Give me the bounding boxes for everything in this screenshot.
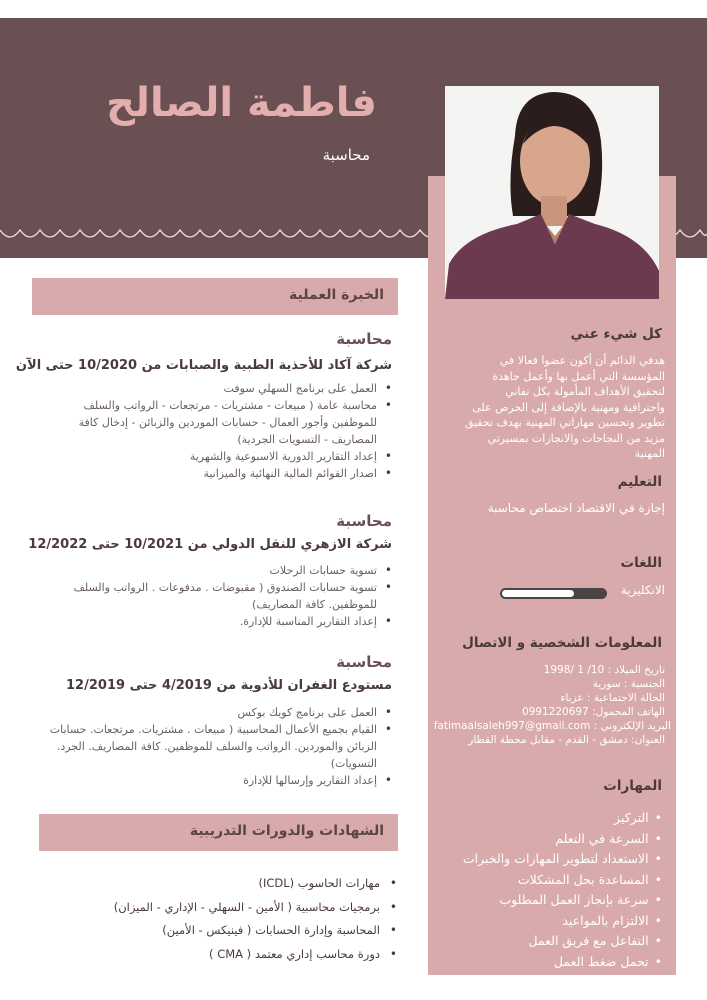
marital-status: الحالة الاجتماعية : عزباء xyxy=(560,692,665,704)
job-2-title: محاسبة xyxy=(336,512,392,530)
skill-item: • السرعة في التعلم xyxy=(463,829,662,850)
job-2-duties xyxy=(37,562,392,630)
language-english: الانكليزية xyxy=(620,583,665,597)
language-level-fill xyxy=(502,590,574,597)
job-title: محاسبة xyxy=(322,146,370,164)
email-address: البريد الإلكتروني : fatimaalsaleh997@gmail.com xyxy=(433,720,671,732)
skill-item: • سرعة بإنجاز العمل المطلوب xyxy=(463,890,662,911)
duty-item: • تسوية حسابات الصندوق ( مقبوضات . مدفوعات . الرواتب والسلف للموظفين. كافة المصاريف) xyxy=(37,579,392,613)
duty-item: • القيام بجميع الأعمال المحاسبية ( مبيعات . مشتريات. مرتجعات. حسابات الزبائن والموردين. الرواتب والسلف للموظفين. كافة المصاريف. الجرد. التسويات) xyxy=(37,721,392,772)
certificate-item: • مهارات الحاسوب (ICDL) xyxy=(37,872,397,896)
duty-item: • العمل على برنامج كويك بوكس xyxy=(37,704,392,721)
skill-item: • الاستعداد لتطوير المهارات والخبرات xyxy=(463,849,662,870)
education-heading: التعليم xyxy=(617,474,662,490)
duty-item: • تسوية حسابات الرحلات xyxy=(37,562,392,579)
personal-heading: المعلومات الشخصية و الاتصال xyxy=(462,635,662,651)
certificates-heading-bar xyxy=(39,814,398,851)
certificates-list xyxy=(37,872,397,966)
skill-item: • التركيز xyxy=(463,808,662,829)
skill-item: • التفاعل مع فريق العمل xyxy=(463,931,662,952)
skill-item: • تحمل ضغط العمل xyxy=(463,952,662,973)
job-1-duties xyxy=(37,380,392,482)
skills-heading: المهارات xyxy=(603,778,662,794)
skill-item: • الالتزام بالمواعيد xyxy=(463,911,662,932)
certificate-item: • المحاسبة وإدارة الحسابات ( فينيكس - الأمين) xyxy=(37,919,397,943)
duty-item: • اصدار القوائم المالية النهائية والميزانية xyxy=(37,465,392,482)
certificate-item: • برمجيات محاسبية ( الأمين - السهلي - الإداري - الميزان) xyxy=(37,896,397,920)
experience-heading-bar xyxy=(32,278,398,315)
duty-item: • إعداد التقارير وإرسالها للإدارة xyxy=(37,772,392,789)
skill-item: • المساعدة بحل المشكلات xyxy=(463,870,662,891)
job-2-company: شركة الازهري للنقل الدولي من 10/2021 حتى 12/2022 xyxy=(28,537,392,552)
birth-date: تاريخ الميلاد : 10/ 1 /1998 xyxy=(543,664,665,676)
languages-heading: اللغات xyxy=(620,555,662,571)
nationality: الجنسية : سورية xyxy=(592,678,665,690)
job-3-duties xyxy=(37,704,392,789)
job-1-title: محاسبة xyxy=(336,330,392,348)
home-address: العنوان: دمشق - القدم - مقابل محطة القطار xyxy=(468,734,665,746)
certificate-item: • دورة محاسب إداري معتمد ( CMA ) xyxy=(37,943,397,967)
person-name: فاطمة الصالح xyxy=(106,80,377,126)
duty-item: • إعداد التقارير المناسبة للإدارة. xyxy=(37,613,392,630)
job-3-title: محاسبة xyxy=(336,653,392,671)
about-text: هدفي الدائم أن أكون عضوا فعالا في المؤسسة التي أعمل بها وأعمل جاهدة لتحقيق الأهداف المأمولة بكل تفاني واحترافية ومهنية بالإضافة إلى الحرص على تطوير وتحسين مهاراتي المهنية بهدف تحقيق مزيد من النجاحات والانجازات بمسيرتي المهنية xyxy=(464,354,665,460)
job-1-company: شركة آكاد للأحذية الطبية والصبابات من 10/2020 حتى الآن xyxy=(15,358,392,373)
skills-list xyxy=(463,808,662,972)
job-3-company: مستودع الغفران للأدوية من 4/2019 حتى 12/2019 xyxy=(66,678,392,693)
duty-item: • العمل على برنامج السهلي سوفت xyxy=(37,380,392,397)
certificates-heading: الشهادات والدورات التدريبية xyxy=(189,823,384,839)
education-text: إجازة في الاقتصاد اختصاص محاسبة xyxy=(487,501,665,515)
experience-heading: الخبرة العملية xyxy=(289,287,384,303)
duty-item: • إعداد التقارير الدورية الاسبوعية والشهرية xyxy=(37,448,392,465)
mobile-phone: الهاتف المحمول: 0991220697 xyxy=(521,706,665,718)
duty-item: • محاسبة عامة ( مبيعات - مشتريات - مرتجعات - الرواتب والسلف للموظفين وأجور العمال - حسابات الموردين والزبائن - إدخال كافة المصاريف - التسويات الجردية) xyxy=(37,397,392,448)
profile-photo xyxy=(445,86,659,299)
about-heading: كل شيء عني xyxy=(570,326,662,342)
